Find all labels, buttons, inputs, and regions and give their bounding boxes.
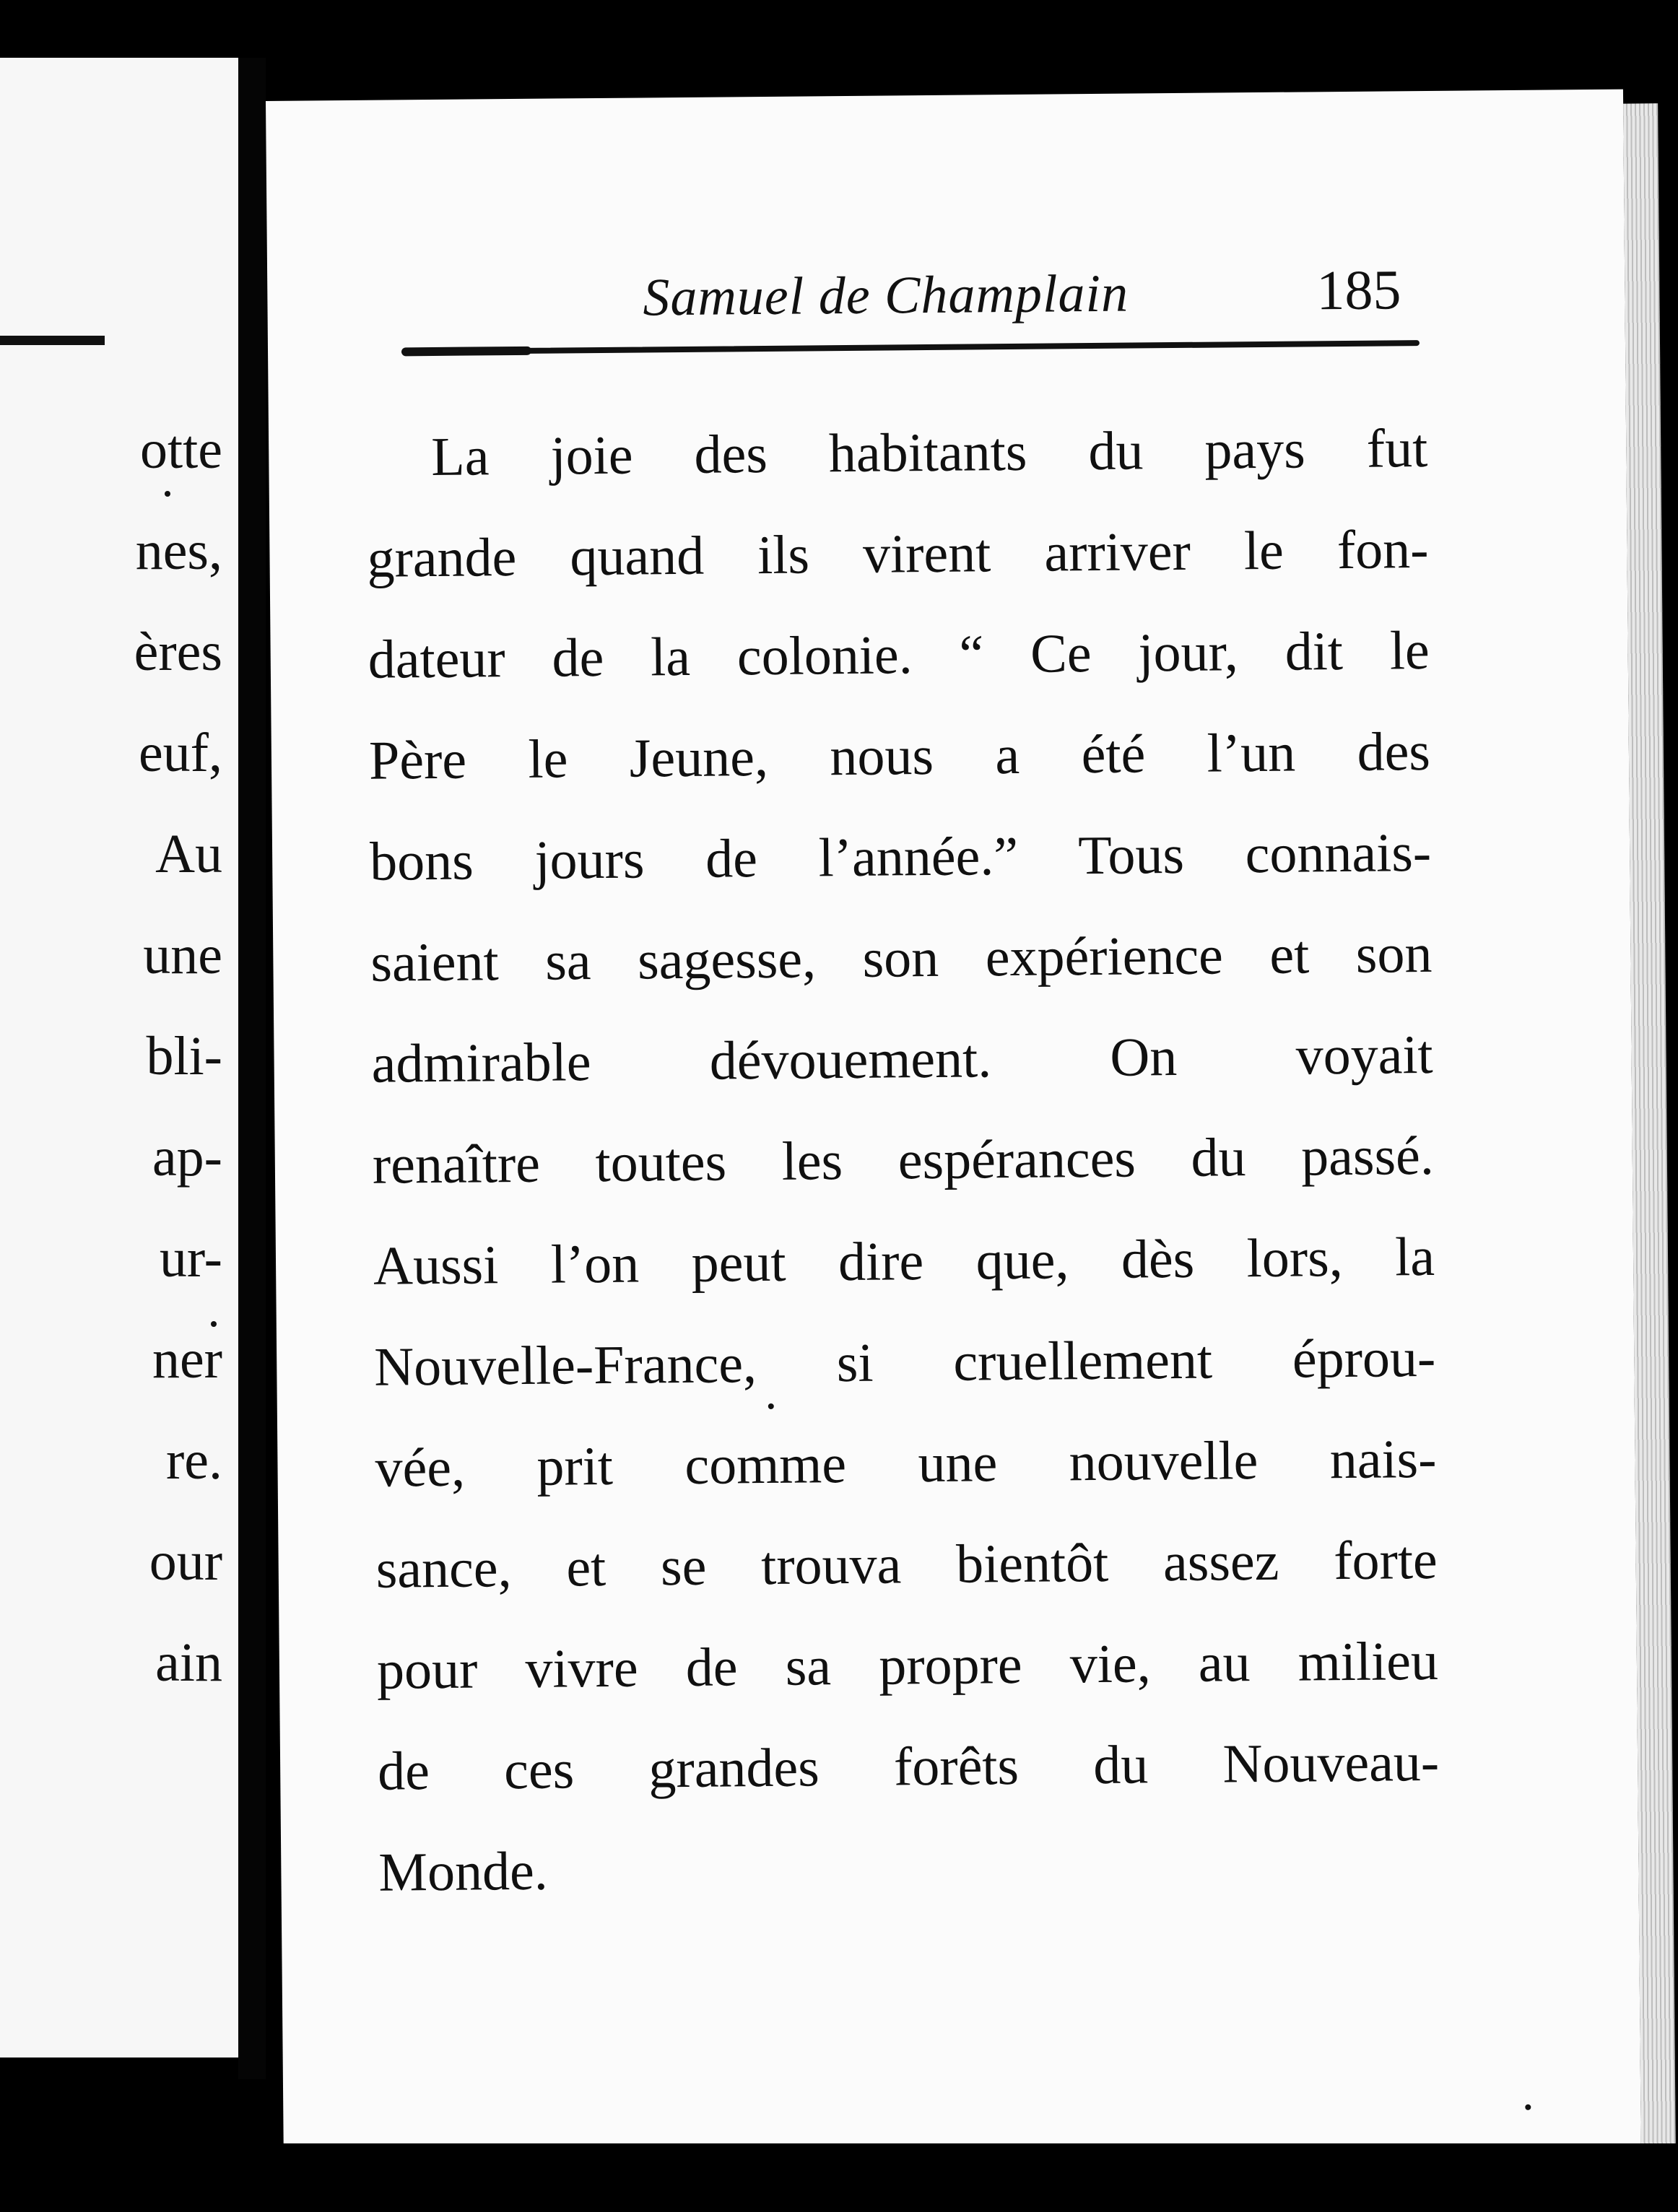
running-title: Samuel de Champlain bbox=[643, 264, 1129, 328]
text-line: Père le Jeune, nous a été l’un des bbox=[368, 720, 1431, 791]
text-line: renaître toutes les espérances du passé. bbox=[372, 1125, 1435, 1196]
page-number: 185 bbox=[1316, 258, 1401, 322]
text-line: vée, prit comme une nouvelle nais- bbox=[375, 1428, 1437, 1499]
left-page-fragment: Au bbox=[155, 824, 222, 884]
text-line: admirable dévouement. On voyait bbox=[371, 1024, 1433, 1094]
left-page-fragment: re. bbox=[165, 1430, 222, 1491]
text-line: de ces grandes forêts du Nouveau- bbox=[377, 1731, 1440, 1802]
text-line: saient sa sagesse, son expérience et son bbox=[370, 923, 1433, 993]
text-line: grande quand ils virent arriver le fon- bbox=[367, 518, 1429, 589]
left-page-fragment: ur- bbox=[159, 1228, 222, 1289]
ink-speck bbox=[165, 491, 170, 497]
text-line: pour vivre de sa propre vie, au milieu bbox=[376, 1630, 1439, 1701]
body-text bbox=[366, 398, 1440, 1923]
left-page-fragment: une bbox=[143, 925, 222, 985]
text-line: sance, et se trouva bientôt assez forte bbox=[375, 1529, 1438, 1600]
left-page-fragment: our bbox=[149, 1531, 222, 1592]
left-page-rule bbox=[0, 336, 105, 345]
left-page-fragment: ap- bbox=[152, 1127, 222, 1188]
scan-bottom-edge bbox=[0, 2143, 1678, 2212]
text-line: dateur de la colonie. “ Ce jour, dit le bbox=[368, 619, 1430, 690]
header-rule bbox=[401, 340, 1420, 354]
ink-speck bbox=[1525, 2104, 1531, 2110]
text-line: Nouvelle-France, si cruellement éprou- bbox=[373, 1327, 1436, 1398]
left-page-fragment: euf, bbox=[138, 723, 222, 783]
text-line: La joie des habitants du pays fut bbox=[430, 417, 1428, 488]
left-page-fragment: otte bbox=[140, 419, 222, 480]
left-page-fragment: bli- bbox=[146, 1026, 222, 1087]
left-page bbox=[0, 58, 238, 2058]
ink-speck bbox=[768, 1403, 774, 1409]
left-page-fragment: ner bbox=[152, 1329, 222, 1390]
running-head bbox=[643, 257, 1401, 343]
ink-speck bbox=[211, 1321, 217, 1327]
right-page bbox=[266, 90, 1641, 2173]
left-page-fragment: ères bbox=[134, 622, 222, 682]
left-page-fragment: ain bbox=[155, 1632, 222, 1693]
book-gutter bbox=[238, 58, 266, 2079]
page-edge bbox=[1623, 103, 1676, 2168]
text-line: Monde. bbox=[378, 1840, 549, 1903]
text-line: Aussi l’on peut dire que, dès lors, la bbox=[373, 1226, 1435, 1297]
text-line: bons jours de l’année.” Tous connais- bbox=[369, 822, 1432, 892]
left-page-fragment: nes, bbox=[135, 521, 222, 581]
